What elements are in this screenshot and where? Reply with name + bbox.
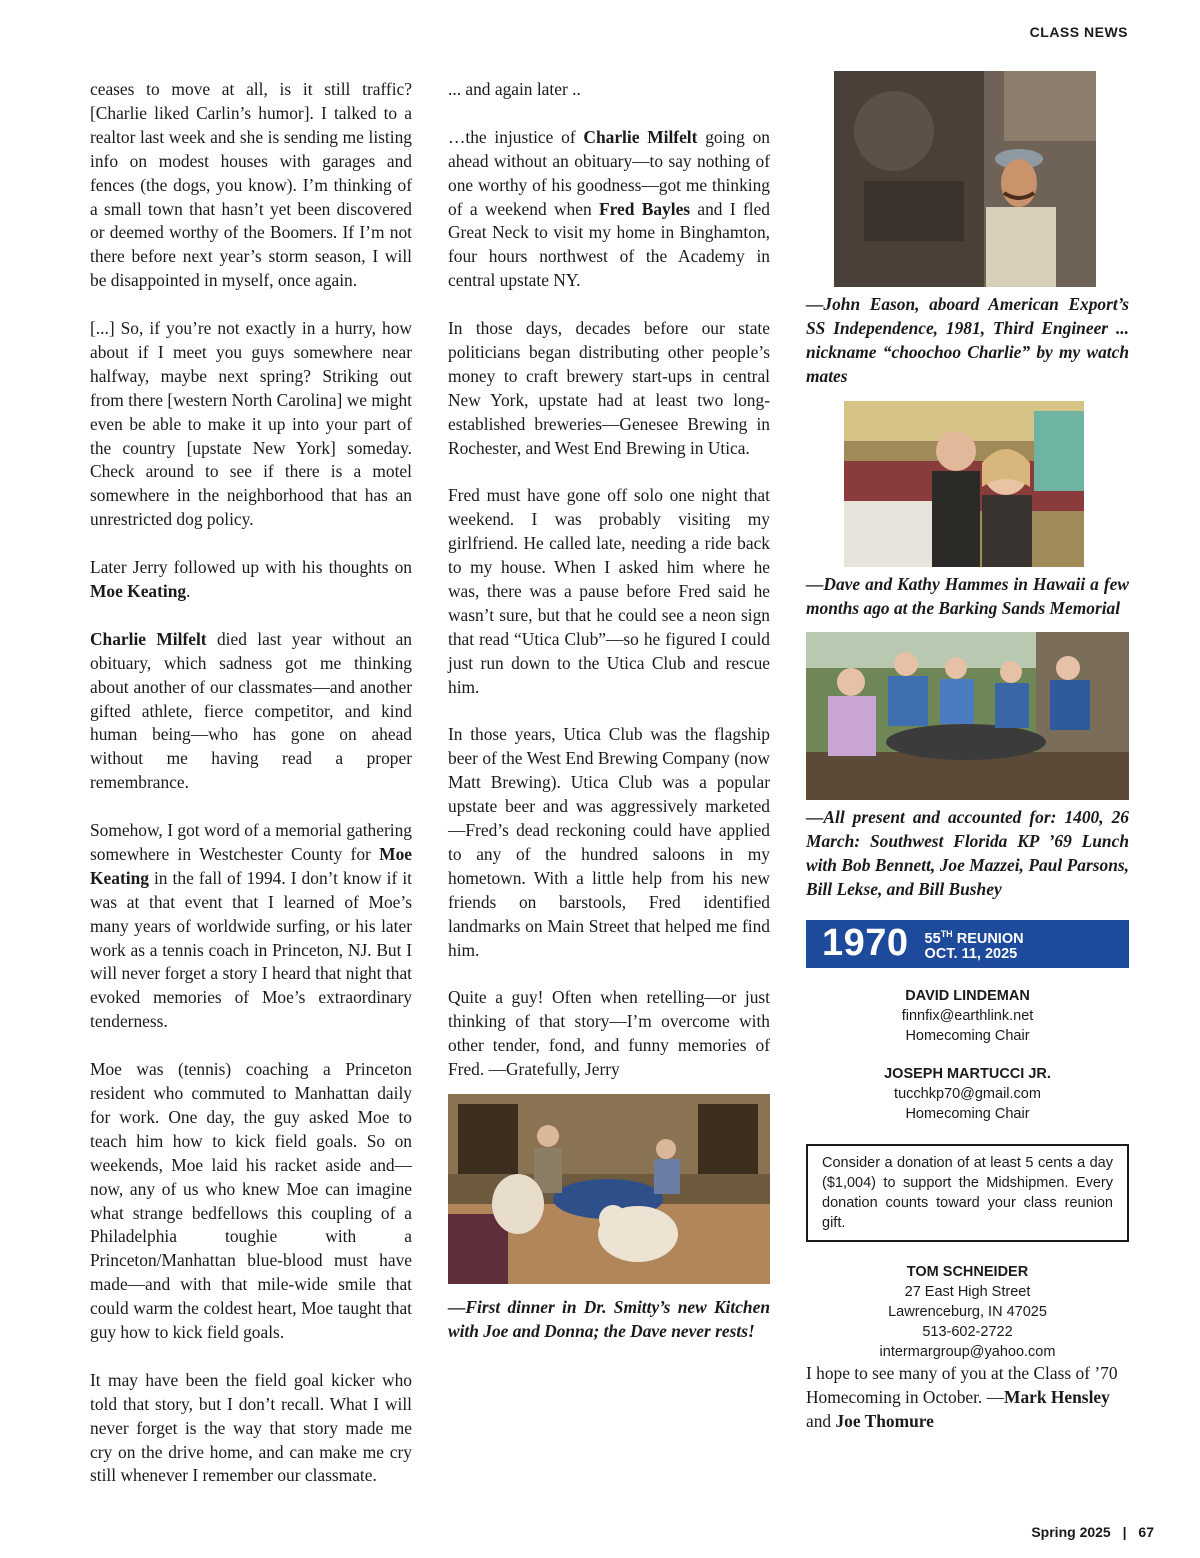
photo-kitchen-dinner xyxy=(448,1094,770,1284)
photo-hammes-image xyxy=(844,401,1084,567)
photo-john-eason xyxy=(834,71,1096,287)
reunion-banner xyxy=(806,920,1129,968)
contact-block xyxy=(806,1262,1129,1362)
classmate-name: Moe Keating xyxy=(90,843,412,888)
contact-name: DAVID LINDEMAN xyxy=(905,988,1030,1005)
paragraph: Charlie Milfelt died last year without an obituary, which sadness got me thinking about another of our classmates—and another gifted athlete, fierce competitor, and kind human being—who has gone on ahead without me having read a proper remembrance. xyxy=(90,628,412,793)
classmate-name: Fred Bayles xyxy=(599,198,691,219)
page-footer xyxy=(1031,1524,1154,1540)
contact-city: Lawrenceburg, IN 47025 xyxy=(888,1304,1047,1321)
reunion-info: 55TH REUNION OCT. 11, 2025 xyxy=(924,928,1024,963)
photo-caption: —Dave and Kathy Hammes in Hawaii a few months ago at the Barking Sands Memorial xyxy=(806,573,1129,618)
classmate-name: Charlie Milfelt xyxy=(583,126,698,147)
contact-email[interactable]: finnfix@earthlink.net xyxy=(901,1008,1034,1025)
paragraph: Moe was (tennis) coaching a Princeton resident who commuted to Manhattan daily for work. One day, the guy asked Moe to teach him how to kick field goals. So on weekends, Moe laid his racket aside and—now, any of us who knew Moe can imagine what strange bedfellows this coupling of a Philadelphia toughie with a Princeton/Manhattan blue-blood must have made—and with that mile-wide smile that could warm the coldest heart, Moe taught that guy how to kick field goals. xyxy=(90,1059,412,1343)
classmate-name: Joe Thomure xyxy=(835,1410,934,1431)
footer-separator: | xyxy=(1122,1524,1127,1540)
photo-caption: —John Eason, aboard American Export’s SS Independence, 1981, Third Engineer ... nickname “choochoo Charlie” by my watch mates xyxy=(806,294,1129,386)
contact-phone: 513-602-2722 xyxy=(922,1324,1013,1341)
paragraph: It may have been the field goal kicker who told that story, but I don’t recall. What I will never forget is the way that story made me cry on the drive home, and can make me cry still whenever I remember our classmate. xyxy=(90,1369,412,1486)
paragraph: ... and again later .. xyxy=(448,79,581,99)
paragraph: In those years, Utica Club was the flagship beer of the West End Brewing Company (now Matt Brewing). Utica Club was a popular upstate beer and was aggressively marketed—Fred’s dead reckoning could have applied to any of the hundred saloons in my hometown. With a little help from his new friends on barstools, Fred identified landmarks on Main Street that helped me find him. xyxy=(448,724,770,960)
contact-role: Homecoming Chair xyxy=(905,1106,1030,1123)
classmate-name: Moe Keating xyxy=(90,581,187,601)
contact-email[interactable]: tucchkp70@gmail.com xyxy=(894,1086,1041,1103)
paragraph: [...] So, if you’re not exactly in a hurry, how about if I meet you guys somewhere near halfway, maybe next spring? Striking out from there [western North Carolina] we might even be able to make it up into your part of the country [upstate New York] someday. Check around to see if there is a motel somewhere in the neighborhood that has an unrestricted dog policy. xyxy=(90,318,412,530)
contact-role: Homecoming Chair xyxy=(905,1028,1030,1045)
donation-box: Consider a donation of at least 5 cents a day ($1,004) to support the Midshipmen. Every donation counts toward your class reunion gift. xyxy=(806,1144,1129,1242)
contact-block xyxy=(806,986,1129,1046)
photo-florida-lunch-image xyxy=(806,632,1129,800)
paragraph: ceases to move at all, is it still traffic? [Charlie liked Carlin’s humor]. I talked to a realtor last week and she is sending me listing info on modest houses with garages and fences (the dogs, you know). I’m thinking of a small town that hasn’t yet been discovered or deemed worthy of the Boomers. If I’m not there before next year’s storm season, I will be disappointed in myself, once again. xyxy=(90,79,412,291)
contact-street: 27 East High Street xyxy=(904,1284,1031,1301)
page-number: 67 xyxy=(1138,1524,1154,1540)
paragraph: In those days, decades before our state politicians began distributing other people’s money to craft brewery start-ups in central New York, upstate had at least two long-established breweries—Genesee Brewing in Rochester, and West End Brewing in Utica. xyxy=(448,318,770,458)
photo-florida-lunch xyxy=(806,632,1129,800)
photo-caption: —All present and accounted for: 1400, 26 March: Southwest Florida KP ’69 Lunch with Bob Bennett, Joe Mazzei, Paul Parsons, Bill Lekse, and Bill Bushey xyxy=(806,807,1129,900)
contact-name: JOSEPH MARTUCCI JR. xyxy=(884,1066,1051,1083)
contact-block xyxy=(806,1064,1129,1124)
classmate-name: Charlie Milfelt xyxy=(90,628,207,649)
photo-hammes xyxy=(844,401,1084,567)
contact-name: TOM SCHNEIDER xyxy=(906,1264,1029,1281)
paragraph: …the injustice of Charlie Milfelt going on ahead without an obituary—to say nothing of one worthy of his goodness—got me thinking of a weekend when Fred Bayles and I fled Great Neck to visit my home in Binghamton, four hours northwest of the Academy in central upstate NY. xyxy=(448,126,771,291)
classmate-name: Mark Hensley xyxy=(1004,1386,1110,1407)
paragraph: Somehow, I got word of a memorial gathering somewhere in Westchester County for Moe Keating in the fall of 1994. I don’t know if it was at that event that I learned of Moe’s many years of worldwide surfing, or his later work as a tennis coach in Princeton, NJ. But I will never forget a story I heard that night that evoked memories of Moe’s extraordinary tenderness. xyxy=(90,820,412,1032)
photo-kitchen-dinner-image xyxy=(448,1094,770,1284)
column-2 xyxy=(448,78,770,1362)
paragraph: Fred must have gone off solo one night that weekend. I was probably visiting my girlfriend. He called late, needing a ride back to my house. When I asked him where he was, there was a pause before Fred said he wasn’t sure, but that he could see a neon sign that read “Utica Club”—so he figured I could just run down to the Utica Club and rescue him. xyxy=(448,485,770,697)
photo-john-eason-image xyxy=(834,71,1096,287)
paragraph: Quite a guy! Often when retelling—or just thinking of that story—I’m overcome with other tender, fond, and funny memories of Fred. —Gratefully, Jerry xyxy=(448,987,770,1080)
column-1 xyxy=(90,78,412,1512)
class-year: 1970 xyxy=(822,922,909,965)
closing-paragraph: I hope to see many of you at the Class of ’70 Homecoming in October. —Mark Hensley and Joe Thomure xyxy=(806,1363,1118,1431)
paragraph: Later Jerry followed up with his thoughts on Moe Keating. xyxy=(90,557,412,601)
issue-label: Spring 2025 xyxy=(1031,1524,1111,1540)
column-3 xyxy=(806,71,1129,1458)
contact-email[interactable]: intermargroup@yahoo.com xyxy=(879,1344,1056,1361)
photo-caption: —First dinner in Dr. Smitty’s new Kitchen with Joe and Donna; the Dave never rests! xyxy=(448,1296,770,1341)
section-label: CLASS NEWS xyxy=(1029,24,1128,40)
